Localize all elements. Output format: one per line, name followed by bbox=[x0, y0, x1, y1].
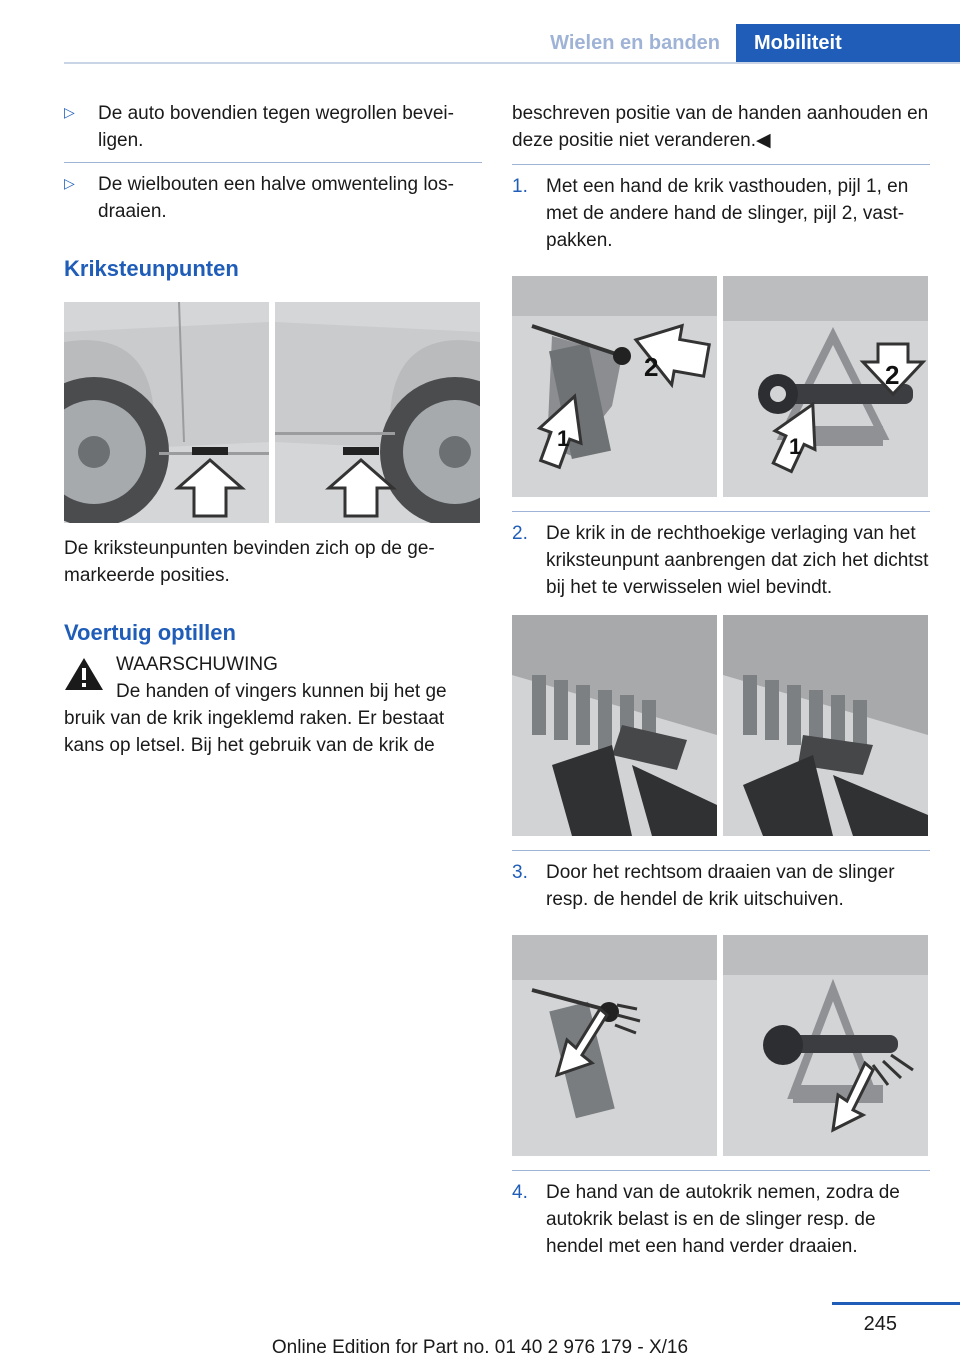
jack-crank-handle-image bbox=[723, 935, 928, 1156]
step-text: Door het rechtsom draaien van de slinger resp. de hendel de krik uitschuiven. bbox=[546, 862, 895, 910]
arrow-label: 2 bbox=[885, 360, 900, 390]
edition-footer: Online Edition for Part no. 01 40 2 976 179 - X/16 bbox=[271, 1337, 689, 1358]
header-rule bbox=[64, 62, 960, 64]
divider bbox=[512, 511, 930, 512]
bullet-text: De auto bovendien tegen wegrollen beveiligen. bbox=[98, 103, 454, 151]
right-column bbox=[512, 100, 930, 1260]
list-item bbox=[64, 171, 482, 225]
warning-text: bruik van de krik ingeklemd raken. Er bestaat kans op letsel. Bij het gebruik van de krik de bbox=[64, 708, 445, 756]
tab-chapter[interactable]: Mobiliteit bbox=[736, 24, 960, 62]
step-number: 4. bbox=[512, 1182, 528, 1203]
arrow-label: 1 bbox=[789, 434, 802, 459]
triangle-bullet-icon: ▷ bbox=[64, 175, 75, 191]
step1-photo bbox=[512, 276, 928, 497]
divider bbox=[512, 164, 930, 165]
warning-title: WAARSCHUWING bbox=[116, 654, 278, 675]
jackpoints-description: De kriksteunpunten bevinden zich op de gemarkeerde posities. bbox=[64, 538, 435, 586]
step-item bbox=[512, 173, 930, 254]
step2-photo bbox=[512, 615, 928, 836]
jack-hold-image bbox=[512, 276, 717, 497]
list-item bbox=[64, 100, 482, 154]
page-number: 245 bbox=[863, 1313, 897, 1335]
step-number: 2. bbox=[512, 523, 528, 544]
step-item bbox=[512, 1179, 930, 1260]
triangle-bullet-icon: ▷ bbox=[64, 104, 75, 120]
step-text: Met een hand de krik vasthouden, pijl 1, en met de andere hand de slinger, pijl 2, vastpakken. bbox=[546, 176, 909, 251]
divider bbox=[64, 162, 482, 163]
jack-crank-image bbox=[512, 935, 717, 1156]
divider bbox=[512, 1170, 930, 1171]
step-number: 1. bbox=[512, 176, 528, 197]
arrow-label: 2 bbox=[644, 352, 659, 382]
step-item bbox=[512, 859, 930, 913]
left-column bbox=[64, 100, 482, 759]
step-number: 3. bbox=[512, 862, 528, 883]
warning-text-line: De handen of vingers kunnen bij het ge bbox=[116, 681, 447, 702]
jackpoint-front-image bbox=[64, 302, 269, 523]
step3-photo bbox=[512, 935, 928, 1156]
warning-icon bbox=[64, 657, 104, 696]
warning-block bbox=[64, 651, 482, 759]
step-item bbox=[512, 520, 930, 601]
divider bbox=[512, 850, 930, 851]
continued-text: beschreven positie van de handen aanhouden en deze positie niet veranderen.◀ bbox=[512, 103, 929, 151]
footer-rule bbox=[832, 1302, 960, 1305]
jackpoint-rear-image bbox=[275, 302, 480, 523]
jack-placement-image bbox=[512, 615, 717, 836]
heading-lift: Voertuig optillen bbox=[64, 620, 236, 645]
tab-section[interactable]: Wielen en banden bbox=[550, 31, 720, 54]
jack-placed-image bbox=[723, 615, 928, 836]
jack-handle-image bbox=[723, 276, 928, 497]
bullet-text: De wielbouten een halve omwenteling losdraaien. bbox=[98, 174, 454, 222]
step-text: De krik in de rechthoekige verlaging van het kriksteunpunt aanbrengen dat zich het dichtst bij het te verwisselen wiel bevindt. bbox=[546, 523, 929, 598]
jackpoints-photo bbox=[64, 302, 480, 523]
step-text: De hand van de autokrik nemen, zodra de autokrik belast is en de slinger resp. de hendel met een hand verder draaien. bbox=[546, 1182, 900, 1257]
heading-jackpoints: Kriksteunpunten bbox=[64, 256, 239, 281]
arrow-label: 1 bbox=[557, 426, 570, 451]
